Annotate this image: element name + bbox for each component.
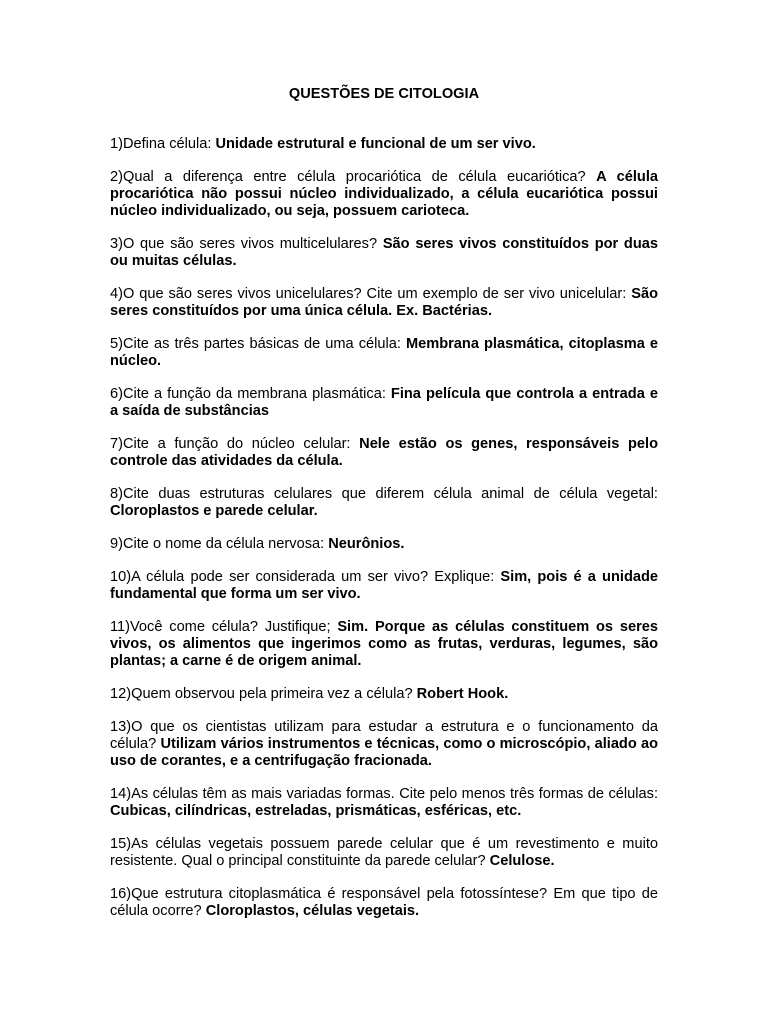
question-item bbox=[110, 619, 658, 670]
question-item bbox=[110, 836, 658, 870]
question-text: 2)Qual a diferença entre célula procariótica de célula eucariótica? bbox=[110, 169, 597, 185]
question-item bbox=[110, 336, 658, 370]
question-item bbox=[110, 236, 658, 270]
question-text: 5)Cite as três partes básicas de uma célula: bbox=[110, 336, 406, 352]
answer-text: Nele estão os genes, responsáveis pelo controle das atividades da célula. bbox=[110, 436, 658, 469]
answer-text: São seres vivos constituídos por duas ou muitas células. bbox=[110, 236, 658, 269]
answer-text: Celulose. bbox=[489, 853, 555, 869]
answer-text: Cloroplastos e parede celular. bbox=[110, 503, 318, 519]
question-text: 13)O que os cientistas utilizam para estudar a estrutura e o funcionamento da célula? bbox=[110, 719, 658, 752]
questions-list bbox=[110, 136, 658, 936]
question-text: 8)Cite duas estruturas celulares que diferem célula animal de célula vegetal: bbox=[110, 486, 658, 502]
question-text: 9)Cite o nome da célula nervosa: bbox=[110, 536, 329, 552]
question-text: 14)As células têm as mais variadas formas. Cite pelo menos três formas de células: bbox=[110, 786, 658, 802]
answer-text: Membrana plasmática, citoplasma e núcleo. bbox=[110, 336, 658, 369]
question-text: 11)Você come célula? Justifique; bbox=[110, 619, 338, 635]
answer-text: Utilizam vários instrumentos e técnicas, como o microscópio, aliado ao uso de corantes, e a centrifugação fracionada. bbox=[110, 736, 658, 769]
question-text: 4)O que são seres vivos unicelulares? Cite um exemplo de ser vivo unicelular: bbox=[110, 286, 632, 302]
question-text: 1)Defina célula: bbox=[110, 136, 216, 152]
answer-text: Cubicas, cilíndricas, estreladas, prismáticas, esféricas, etc. bbox=[110, 803, 522, 819]
page-title: QUESTÕES DE CITOLOGIA bbox=[288, 86, 480, 102]
question-item bbox=[110, 886, 658, 920]
answer-text: Robert Hook. bbox=[416, 686, 509, 702]
question-item bbox=[110, 786, 658, 820]
answer-text: Unidade estrutural e funcional de um ser vivo. bbox=[215, 136, 536, 152]
answer-text: A célula procariótica não possui núcleo individualizado, a célula eucariótica possui núcleo individualizado, ou seja, possuem carioteca. bbox=[110, 169, 658, 219]
answer-text: Sim. Porque as células constituem os seres vivos, os alimentos que ingerimos como as frutas, verduras, legumes, são plantas; a carne é de origem animal. bbox=[110, 619, 658, 669]
question-item bbox=[110, 136, 658, 153]
question-item bbox=[110, 719, 658, 770]
question-item bbox=[110, 436, 658, 470]
answer-text: Fina película que controla a entrada e a saída de substâncias bbox=[110, 386, 658, 419]
question-item bbox=[110, 536, 658, 553]
answer-text: São seres constituídos por uma única célula. Ex. Bactérias. bbox=[110, 286, 658, 319]
question-text: 12)Quem observou pela primeira vez a célula? bbox=[110, 686, 417, 702]
question-text: 10)A célula pode ser considerada um ser vivo? Explique: bbox=[110, 569, 501, 585]
question-text: 15)As células vegetais possuem parede celular que é um revestimento e muito resistente. Qual o principal constituinte da parede celular? bbox=[110, 836, 658, 869]
question-item bbox=[110, 686, 658, 703]
question-text: 7)Cite a função do núcleo celular: bbox=[110, 436, 360, 452]
answer-text: Cloroplastos, células vegetais. bbox=[205, 903, 420, 919]
question-text: 6)Cite a função da membrana plasmática: bbox=[110, 386, 391, 402]
question-item bbox=[110, 286, 658, 320]
answer-text: Sim, pois é a unidade fundamental que forma um ser vivo. bbox=[110, 569, 659, 602]
question-item bbox=[110, 386, 658, 420]
question-text: 16)Que estrutura citoplasmática é responsável pela fotossíntese? Em que tipo de célula ocorre? bbox=[110, 886, 658, 919]
answer-text: Neurônios. bbox=[328, 536, 405, 552]
question-text: 3)O que são seres vivos multicelulares? bbox=[110, 236, 383, 252]
question-item bbox=[110, 169, 658, 220]
question-item bbox=[110, 486, 658, 520]
question-item bbox=[110, 569, 658, 603]
